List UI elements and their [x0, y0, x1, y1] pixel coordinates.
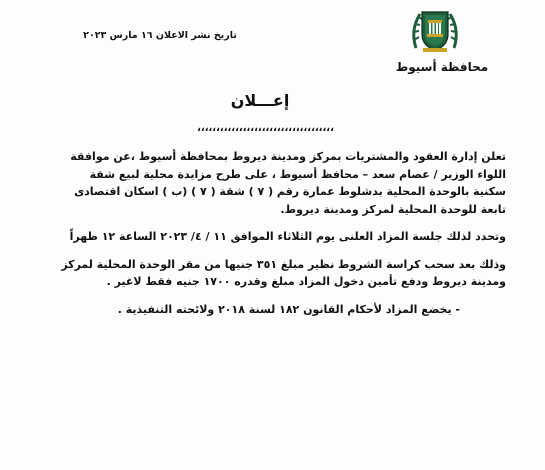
paragraph-conditions: وذلك بعد سحب كراسة الشروط نظير مبلغ ٣٥١ جنيها من مقر الوحدة المحلية لمركز ومدينة ديروط ودفع تأمين دخول المزاد مبلغ وقدره ١٧٠٠ جنيه فقط لاغير . [61, 257, 506, 288]
paragraph-announcement: تعلن إدارة العقود والمشتريات بمركز ومدينة ديروط بمحافظة أسيوط ،عن موافقة اللواء الوزير / عصام سعد – محافظ أسيوط ، على طرح مزايدة محلية لبيع شقة سكنية بالوحدة المحلية بدشلوط عمارة رقم ( ٧ ) شقة ( ٧ ) (ب ) اسكان اقتصادى تابعة للوحدة المحلية لمركز ومدينة ديروط. [70, 150, 506, 216]
separator: ،،،،،،،،،،،،،،،،،،،،،،،،،،،،،،،،،،،، [197, 123, 334, 134]
governorate-name: محافظة أسيوط [395, 60, 489, 74]
notice-body [60, 148, 506, 328]
publication-date: تاريخ نشر الاعلان ١٦ مارس ٢٠٢٣ [83, 30, 237, 41]
paragraph-auction-date: وتحدد لذلك جلسة المزاد العلنى يوم الثلاثاء الموافق ١١ / ٤/ ٢٠٢٣ الساعة ١٢ ظهراً [69, 230, 506, 243]
governorate-emblem-icon [408, 4, 462, 54]
bullet-law: - يخضع المزاد لأحكام القانون ١٨٢ لسنة ٢٠١٨ ولائحته التنفيذية . [117, 302, 460, 316]
notice-title: إعـــلان [230, 91, 290, 110]
